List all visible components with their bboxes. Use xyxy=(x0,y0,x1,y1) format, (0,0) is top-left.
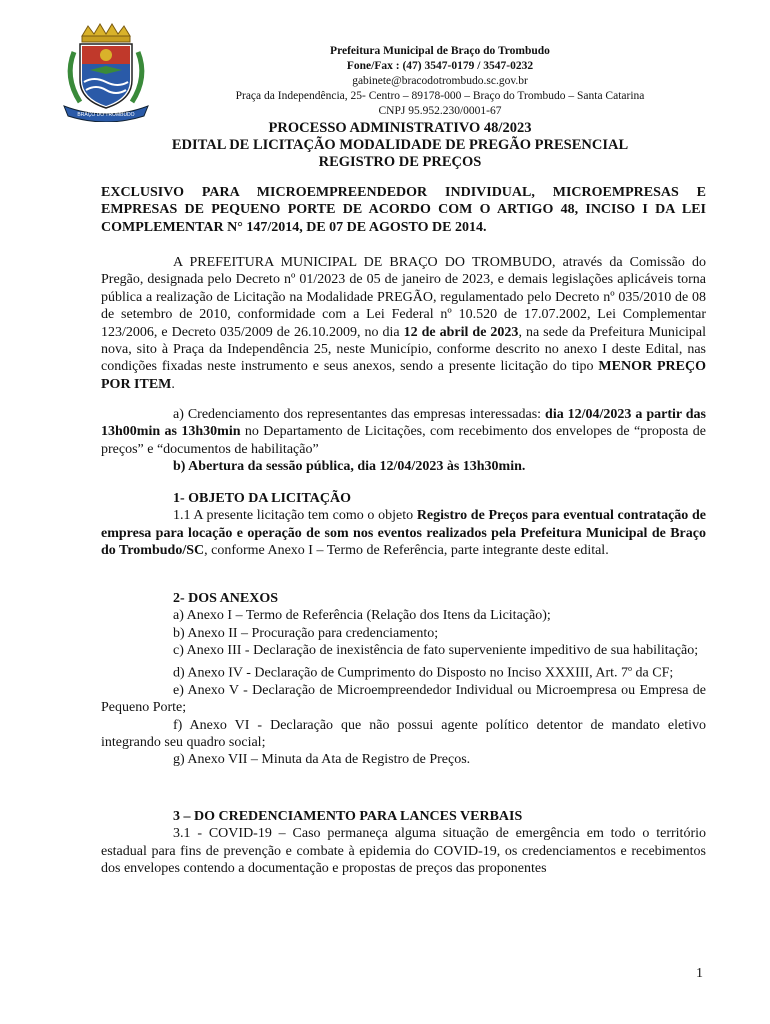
cred-a-text-2: no Departamento de Licitações, com recebimento dos envelopes de “proposta de preços” e “documentos de habilitação” xyxy=(101,424,706,457)
section1-title: 1- OBJETO DA LICITAÇÃO xyxy=(173,491,352,506)
document-titles xyxy=(100,120,700,171)
page-number: 1 xyxy=(696,966,703,981)
intro-text-1: A PREFEITURA MUNICIPAL DE BRAÇO DO TROMBUDO, através da Comissão do Pregão, designada pelo Decreto nº 01/2023 de 05 de janeiro de 2023, e demais legislações aplicáveis torna pública a realização de Licitação na Modalidade PREGÃO, regulamentado pelo Decreto nº 035/2010 de 08 de setembro de 2010, conformidade com a Lei Federal nº 10.520 de 17.07.2002, Lei Complementar 123/2006, e Decreto 035/2009 de 26.10.2009, no dia xyxy=(101,255,706,340)
intro-end: . xyxy=(171,376,175,392)
address-line: Praça da Independência, 25- Centro – 89178-000 – Braço do Trombudo – Santa Catarina xyxy=(235,90,645,102)
section3-title: 3 – DO CREDENCIAMENTO PARA LANCES VERBAIS xyxy=(173,809,523,824)
section1-text-2: , conforme Anexo I – Termo de Referência, parte integrante deste edital. xyxy=(204,543,609,559)
anexo-item: c) Anexo III - Declaração de inexistência de fato superveniente impeditivo de sua habilitação; xyxy=(173,643,699,659)
cred-b: b) Abertura da sessão pública, dia 12/04/2023 às 13h30min. xyxy=(173,459,526,475)
letterhead xyxy=(160,44,720,119)
phone-line: Fone/Fax : (47) 3547-0179 / 3547-0232 xyxy=(346,60,534,72)
anexo-d-sup: o xyxy=(628,663,633,673)
section1-text-1: 1.1 A presente licitação tem como o objeto xyxy=(173,508,417,524)
title-process: PROCESSO ADMINISTRATIVO 48/2023 xyxy=(268,120,532,136)
exclusive-notice: EXCLUSIVO PARA MICROEMPREENDEDOR INDIVIDUAL, MICROEMPRESAS E EMPRESAS DE PEQUENO PORTE DE ACORDO COM O ARTIGO 48, INCISO I DA LEI COMPLEMENTAR N° 147/2014, DE 07 DE AGOSTO DE 2014. xyxy=(101,185,706,235)
municipal-crest-logo xyxy=(60,22,152,122)
anexo-item: g) Anexo VII – Minuta da Ata de Registro de Preços. xyxy=(173,752,471,768)
section-objeto xyxy=(101,490,706,560)
section2-title: 2- DOS ANEXOS xyxy=(173,591,279,606)
intro-date: 12 de abril de 2023 xyxy=(403,324,519,340)
section1-bold: Registro de Preços para eventual contratação de empresa para locação e operação de som nos eventos realizados pela Prefeitura Municipal de Braço do Trombudo/SC xyxy=(101,508,706,559)
intro-text-2: , na sede da Prefeitura Municipal nova, sito à Praça da Independência 25, neste Município, conforme descrito no anexo I deste Edital, nas condições fixadas neste instrumento e seus anexos, sendo a presente licitação do tipo xyxy=(101,324,706,375)
section-credenciamento xyxy=(101,808,706,878)
anexo-item: f) Anexo VI - Declaração que não possui agente político detentor de mandato eletivo integrando seu quadro social; xyxy=(101,717,706,750)
anexo-d-text-1: d) Anexo IV - Declaração de Cumprimento do Disposto no Inciso XXXIII, Art. 7 xyxy=(173,665,629,681)
anexo-item-d xyxy=(101,660,706,682)
credentialing-block xyxy=(101,406,706,476)
title-edital: EDITAL DE LICITAÇÃO MODALIDADE DE PREGÃO PRESENCIAL xyxy=(171,137,629,153)
crest-ribbon-text: BRAÇO DO TROMBUDO xyxy=(77,112,135,118)
org-name: Prefeitura Municipal de Braço do Trombudo xyxy=(330,45,550,57)
anexo-d-text-2: da CF; xyxy=(632,665,674,681)
title-registro: REGISTRO DE PREÇOS xyxy=(318,154,482,170)
cnpj-line: CNPJ 95.952.230/0001-67 xyxy=(378,105,502,117)
exclusive-text: EXCLUSIVO PARA MICROEMPREENDEDOR INDIVIDUAL, MICROEMPRESAS E EMPRESAS DE PEQUENO PORTE DE ACORDO COM O ARTIGO 48, INCISO I DA LEI COMPLEMENTAR N° 147/2014, DE 07 DE AGOSTO DE 2014 xyxy=(101,185,706,235)
anexo-item: e) Anexo V - Declaração de Microempreendedor Individual ou Microempresa ou Empresa de Pequeno Porte; xyxy=(101,682,706,716)
intro-type: MENOR PREÇO POR ITEM xyxy=(101,359,707,392)
anexo-item: b) Anexo II – Procuração para credenciamento; xyxy=(173,625,439,641)
email-line: gabinete@bracodotrombudo.sc.gov.br xyxy=(352,75,528,87)
cred-a-bold: dia 12/04/2023 a partir das 13h00min as 13h30min xyxy=(101,407,707,440)
section-anexos xyxy=(101,590,706,769)
cred-a-text-1: a) Credenciamento dos representantes das empresas interessadas: xyxy=(173,407,546,422)
anexo-item: a) Anexo I – Termo de Referência (Relação dos Itens da Licitação); xyxy=(173,608,551,624)
section3-text: 3.1 - COVID-19 – Caso permaneça alguma situação de emergência em todo o território estadual para fins de prevenção e combate à epidemia do COVID-19, os credenciamentos e recebimentos dos envelopes contendo a documentação e propostas de preços das proponentes xyxy=(101,826,706,877)
intro-paragraph xyxy=(101,254,706,393)
